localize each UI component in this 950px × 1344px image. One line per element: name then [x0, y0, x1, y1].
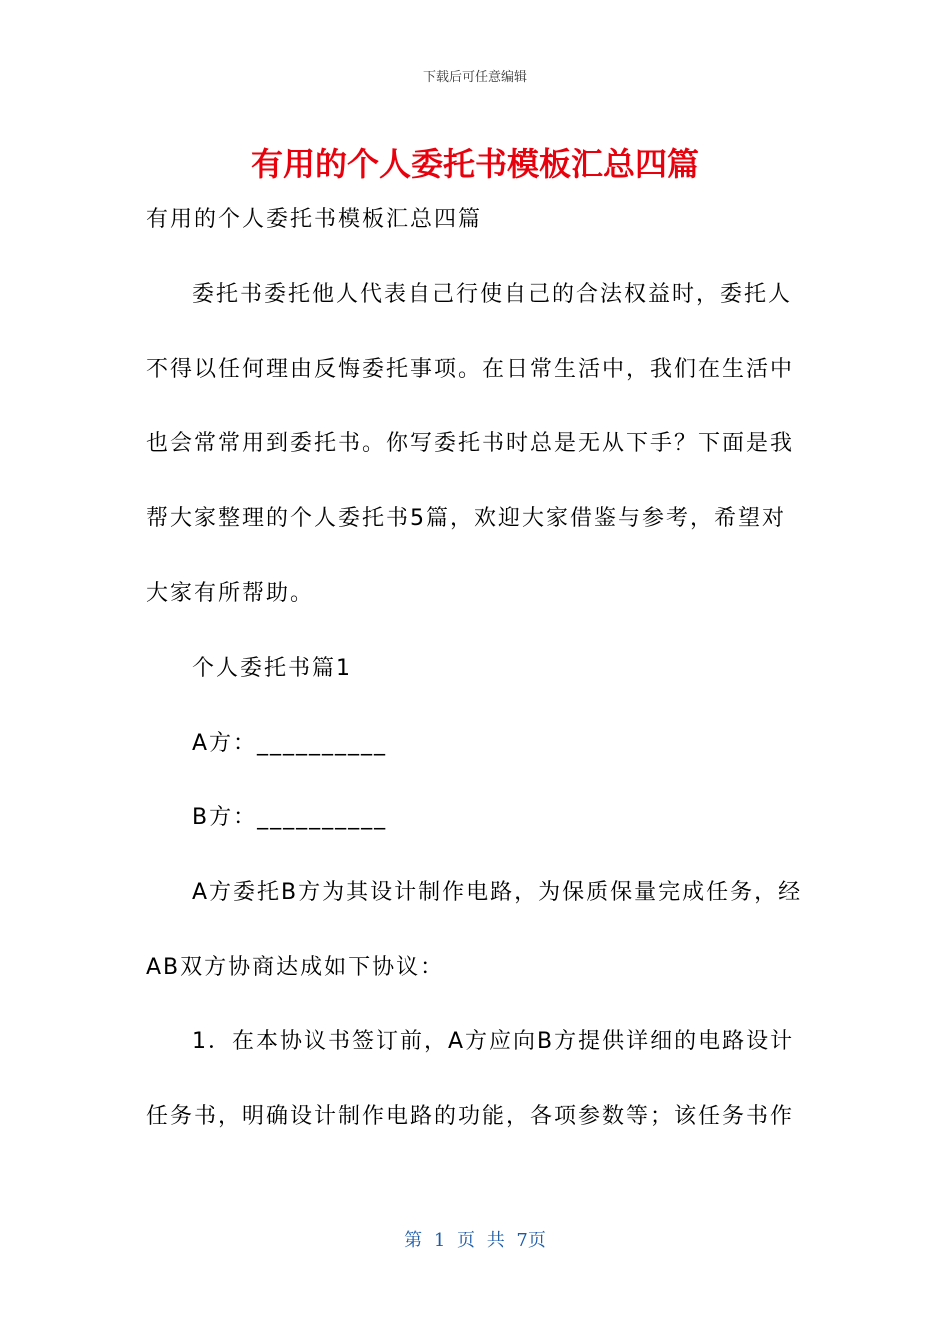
- page-number: 第 1 页 共 7页: [404, 1230, 546, 1251]
- paragraph-line: AB双方协商达成如下协议：: [146, 955, 445, 980]
- paragraph-line: 帮大家整理的个人委托书5篇，欢迎大家借鉴与参考，希望对: [146, 506, 786, 531]
- paragraph-line: 大家有所帮助。: [146, 581, 315, 606]
- paragraph-line: A方委托B方为其设计制作电路，为保质保量完成任务，经: [192, 880, 803, 905]
- paragraph-line: 委托书委托他人代表自己行使自己的合法权益时，委托人: [192, 282, 793, 307]
- clause-line: 任务书，明确设计制作电路的功能，各项参数等；该任务书作: [146, 1104, 795, 1129]
- paragraph-line: 不得以任何理由反悔委托事项。在日常生活中，我们在生活中: [146, 357, 795, 382]
- paragraph-line: 也会常常用到委托书。你写委托书时总是无从下手？下面是我: [146, 431, 795, 456]
- clause-line: 1．在本协议书签订前，A方应向B方提供详细的电路设计: [192, 1029, 795, 1054]
- header-note: 下载后可任意编辑: [422, 70, 527, 85]
- section-heading: 个人委托书篇1: [192, 656, 352, 681]
- subtitle-line: 有用的个人委托书模板汇总四篇: [146, 207, 483, 232]
- party-a-line: A方：__________: [192, 731, 388, 756]
- party-b-line: B方：__________: [192, 805, 388, 830]
- document-title: 有用的个人委托书模板汇总四篇: [250, 145, 699, 183]
